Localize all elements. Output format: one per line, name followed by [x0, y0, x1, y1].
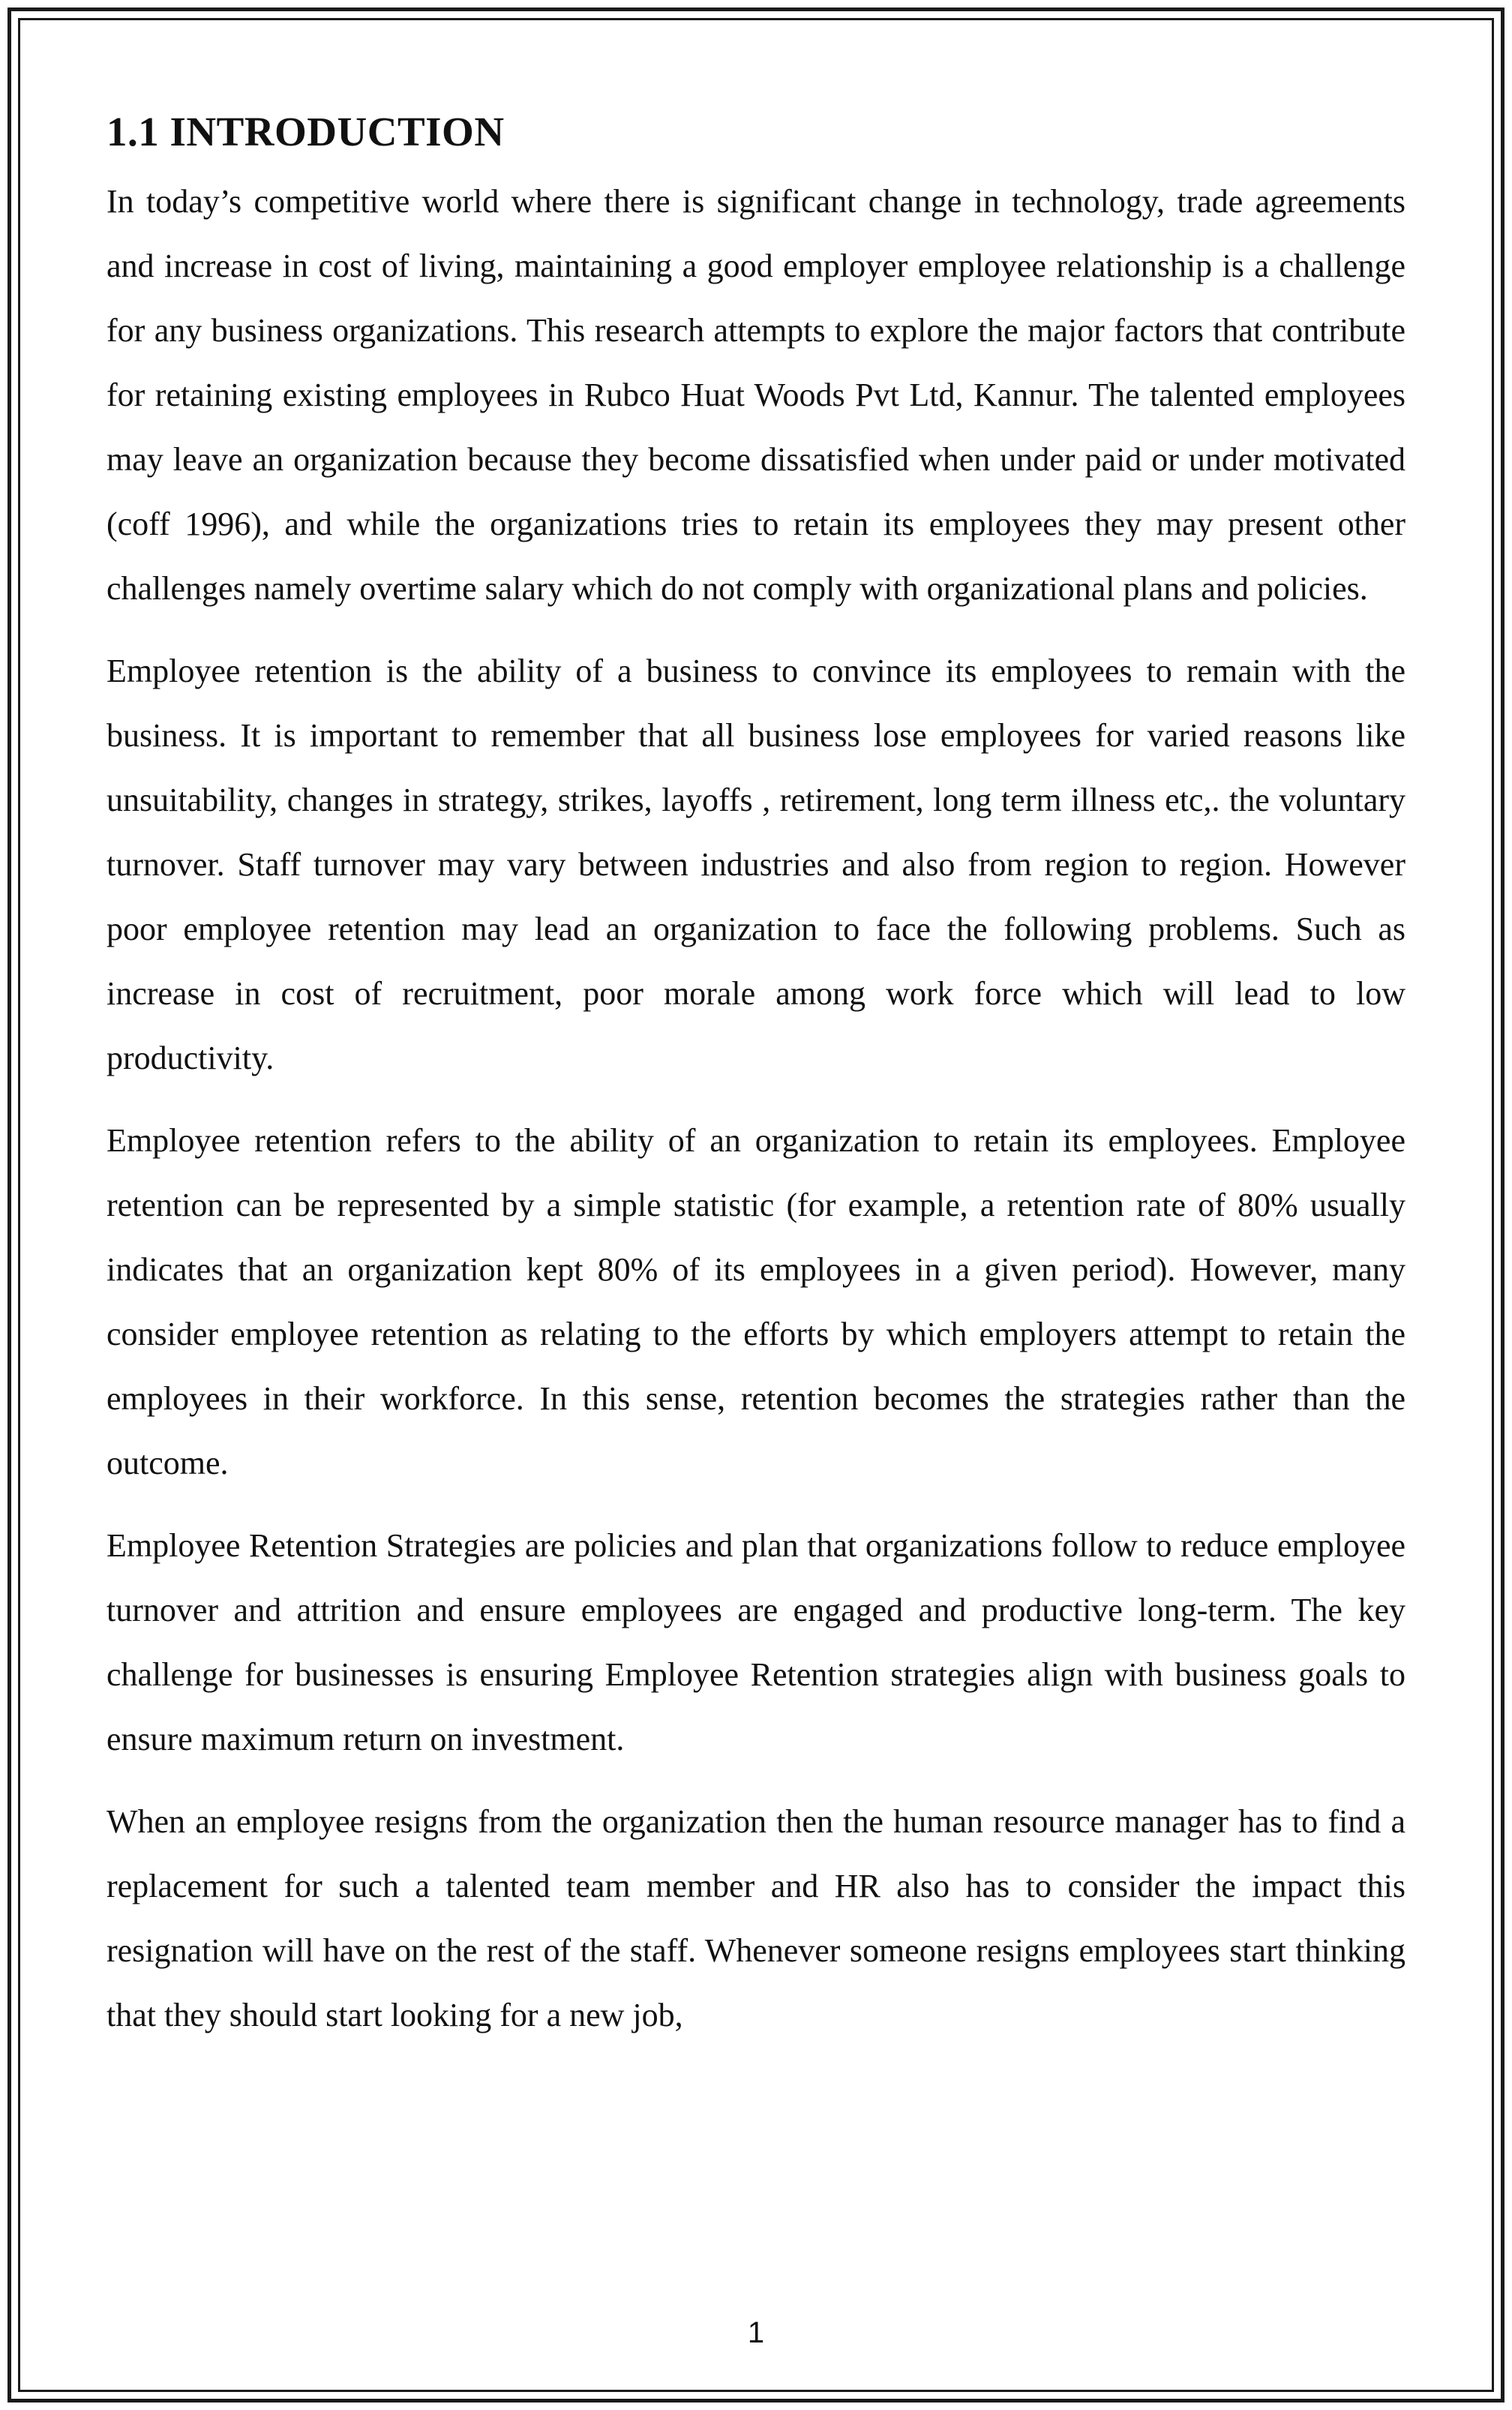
paragraph-1: In today’s competitive world where there is significant change in technology, trade agreements and increase in cost of living, maintaining a good employer employee relationship is a challenge for any business organizations. This research attempts to explore the major factors that contribute for retaining existing employees in Rubco Huat Woods Pvt Ltd, Kannur. The talented employees may leave an organization because they become dissatisfied when under paid or under motivated (coff 1996), and while the organizations tries to retain its employees they may present other challenges namely overtime salary which do not comply with organizational plans and policies.	[106, 183, 1406, 607]
paragraph-5: When an employee resigns from the organization then the human resource manager has to find a replacement for such a talented team member and HR also has to consider the impact this resignation will have on the rest of the staff. Whenever someone resigns employees start thinking that they should start looking for a new job,	[106, 1803, 1406, 2033]
page-number: 1	[747, 2316, 765, 2349]
section-heading: 1.1 INTRODUCTION	[106, 109, 505, 155]
paragraph-4: Employee Retention Strategies are policies and plan that organizations follow to reduce employee turnover and attrition and ensure employees are engaged and productive long-term. The key challenge for businesses is ensuring Employee Retention strategies align with business goals to ensure maximum return on investment.	[106, 1527, 1406, 1757]
paragraph-3: Employee retention refers to the ability of an organization to retain its employees. Employee retention can be represented by a simple statistic (for example, a retention rate of 80% usually indicates that an organization kept 80% of its employees in a given period). However, many consider employee retention as relating to the efforts by which employers attempt to retain the employees in their workforce. In this sense, retention becomes the strategies rather than the outcome.	[106, 1122, 1406, 1481]
paragraph-2: Employee retention is the ability of a business to convince its employees to remain with the business. It is important to remember that all business lose employees for varied reasons like unsuitability, changes in strategy, strikes, layoffs , retirement, long term illness etc,. the voluntary turnover. Staff turnover may vary between industries and also from region to region. However poor employee retention may lead an organization to face the following problems. Such as increase in cost of recruitment, poor morale among work force which will lead to low productivity.	[106, 653, 1406, 1076]
page-content	[106, 99, 1406, 2066]
